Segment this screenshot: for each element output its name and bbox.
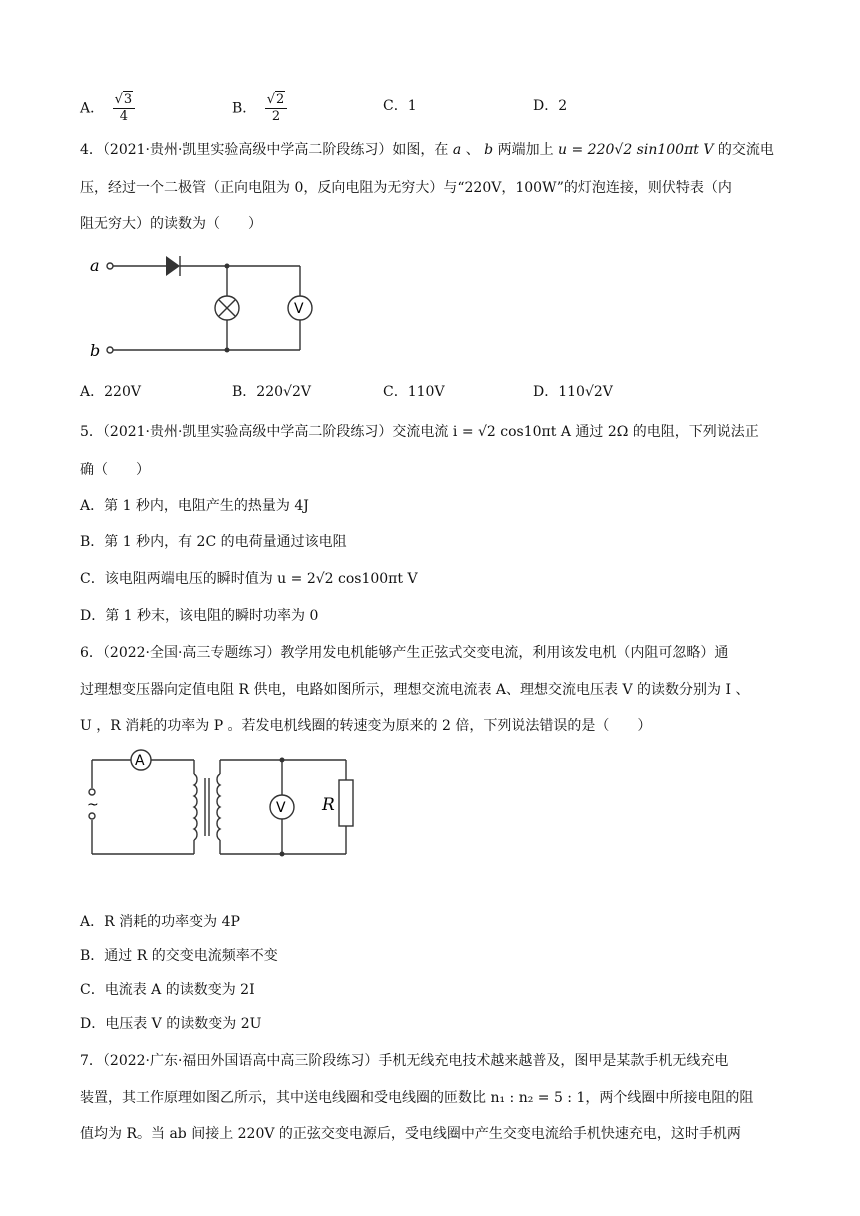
option-letter: D．	[80, 1016, 106, 1032]
resistor-label: R	[322, 795, 335, 815]
q4-stem-text: 4．（2021·贵州·凯里实验高级中学高二阶段练习）如图，在	[80, 142, 449, 158]
q5-option-c[interactable]	[80, 569, 418, 589]
option-text: 220√2V	[256, 384, 311, 400]
option-letter: C．	[383, 384, 408, 400]
q7-stem-line-3: 值均为 R。当 ab 间接上 220V 的正弦交变电源后，受电线圈中产生交变电流给手机快速充电，这时手机两	[80, 1126, 741, 1142]
q6-transformer-circuit-diagram	[84, 744, 364, 860]
option-text: 该电阻两端电压的瞬时值为 u = 2√2 cos100πt V	[104, 571, 418, 587]
q6-option-c[interactable]	[80, 980, 255, 1000]
q4-option-d[interactable]	[533, 382, 613, 402]
fraction: $\frac{√2}{2}$	[265, 92, 288, 125]
q6-stem-line-3: U ，R 消耗的功率为 P 。若发电机线圈的转速变为原来的 2 倍，下列说法错误的是（ ）	[80, 718, 652, 734]
option-letter: B．	[232, 384, 257, 400]
option-letter: C．	[80, 982, 105, 998]
label-a: a	[452, 142, 462, 158]
q6-stem-line-2: 过理想变压器向定值电阻 R 供电，电路如图所示，理想交流电流表 A、理想交流电压表 V 的读数分别为 I 、	[80, 682, 750, 698]
option-letter: B．	[232, 100, 257, 117]
q5-stem-line-1: 5．（2021·贵州·凯里实验高级中学高二阶段练习）交流电流 i = √2 cos10πt A 通过 2Ω 的电阻，下列说法正	[80, 424, 759, 440]
q4-circuit-diagram	[88, 252, 308, 362]
q6-option-d[interactable]	[80, 1014, 261, 1034]
option-text: R 消耗的功率变为 4P	[104, 914, 240, 930]
option-text: 220V	[104, 384, 141, 400]
q6-option-b[interactable]	[80, 946, 278, 966]
q4-stem-text: 两端加上	[497, 142, 554, 158]
q3-option-d[interactable]	[533, 96, 567, 116]
option-text: 110V	[407, 384, 445, 400]
option-text: 通过 R 的交变电流频率不变	[104, 948, 278, 964]
q5-option-b[interactable]	[80, 532, 347, 552]
option-letter: B．	[80, 534, 105, 550]
q7-stem-line-1: 7．（2022·广东·福田外国语高中高三阶段练习）手机无线充电技术越来越普及，图甲是某款手机无线充电	[80, 1053, 729, 1069]
ammeter-label: A	[135, 753, 145, 769]
option-letter: B．	[80, 948, 105, 964]
option-text: 电压表 V 的读数变为 2U	[105, 1016, 262, 1032]
option-text: 2	[558, 98, 568, 114]
option-letter: D．	[533, 98, 559, 114]
q4-option-a[interactable]	[80, 382, 141, 402]
separator: 、	[465, 142, 480, 158]
option-letter: A．	[80, 498, 105, 514]
option-text: 第 1 秒内，有 2C 的电荷量通过该电阻	[104, 534, 347, 550]
q5-option-d[interactable]	[80, 606, 318, 626]
q4-stem-text: 的交流电	[717, 142, 774, 158]
fraction: $\frac{√3}{4}$	[113, 92, 136, 125]
option-text: 110√2V	[558, 384, 613, 400]
terminal-b-label: b	[90, 341, 101, 360]
fraction-denominator: 2	[271, 109, 281, 124]
q6-stem-line-1: 6．（2022·全国·高三专题练习）教学用发电机能够产生正弦式交变电流，利用该发电机（内阻可忽略）通	[80, 645, 729, 661]
fraction-numerator: 3	[123, 92, 133, 107]
q6-option-a[interactable]	[80, 912, 240, 932]
fraction-denominator: 4	[119, 109, 128, 124]
q5-stem-line-2: 确（ ）	[80, 462, 150, 478]
q4-stem-line-3: 阻无穷大）的读数为（ ）	[80, 216, 262, 232]
q7-stem-line-2: 装置，其工作原理如图乙所示，其中送电线圈和受电线圈的匝数比 n₁ : n₂ = 5 : 1，两个线圈中所接电阻的阻	[80, 1090, 754, 1106]
q3-option-b[interactable]	[232, 92, 287, 125]
option-letter: A．	[80, 914, 105, 930]
q4-stem-line-2: 压，经过一个二极管（正向电阻为 0，反向电阻为无穷大）与“220V，100W”的灯泡连接，则伏特表（内	[80, 180, 732, 196]
option-text: 第 1 秒内，电阻产生的热量为 4J	[104, 498, 309, 514]
label-b: b	[484, 142, 494, 158]
q3-option-c[interactable]	[383, 96, 417, 116]
option-text: 第 1 秒末，该电阻的瞬时功率为 0	[105, 608, 319, 624]
ac-source-icon: ~	[87, 797, 99, 813]
voltmeter-label: V	[276, 800, 286, 816]
option-letter: A．	[80, 100, 105, 117]
option-text: 1	[407, 98, 417, 114]
terminal-a-label: a	[90, 256, 100, 275]
option-letter: A．	[80, 384, 105, 400]
option-text: 电流表 A 的读数变为 2I	[104, 982, 255, 998]
voltmeter-label: V	[294, 301, 304, 317]
fraction-numerator: 2	[276, 92, 285, 107]
option-letter: D．	[80, 608, 106, 624]
q5-option-a[interactable]	[80, 496, 309, 516]
diode-icon	[166, 256, 180, 276]
option-letter: D．	[533, 384, 559, 400]
q4-option-b[interactable]	[232, 382, 311, 402]
option-letter: C．	[383, 98, 408, 114]
voltage-formula: u = 220√2 sin100πt V	[558, 142, 714, 158]
q4-stem-line-1	[80, 140, 774, 160]
q4-option-c[interactable]	[383, 382, 445, 402]
q3-option-a[interactable]	[80, 92, 135, 125]
option-letter: C．	[80, 571, 105, 587]
